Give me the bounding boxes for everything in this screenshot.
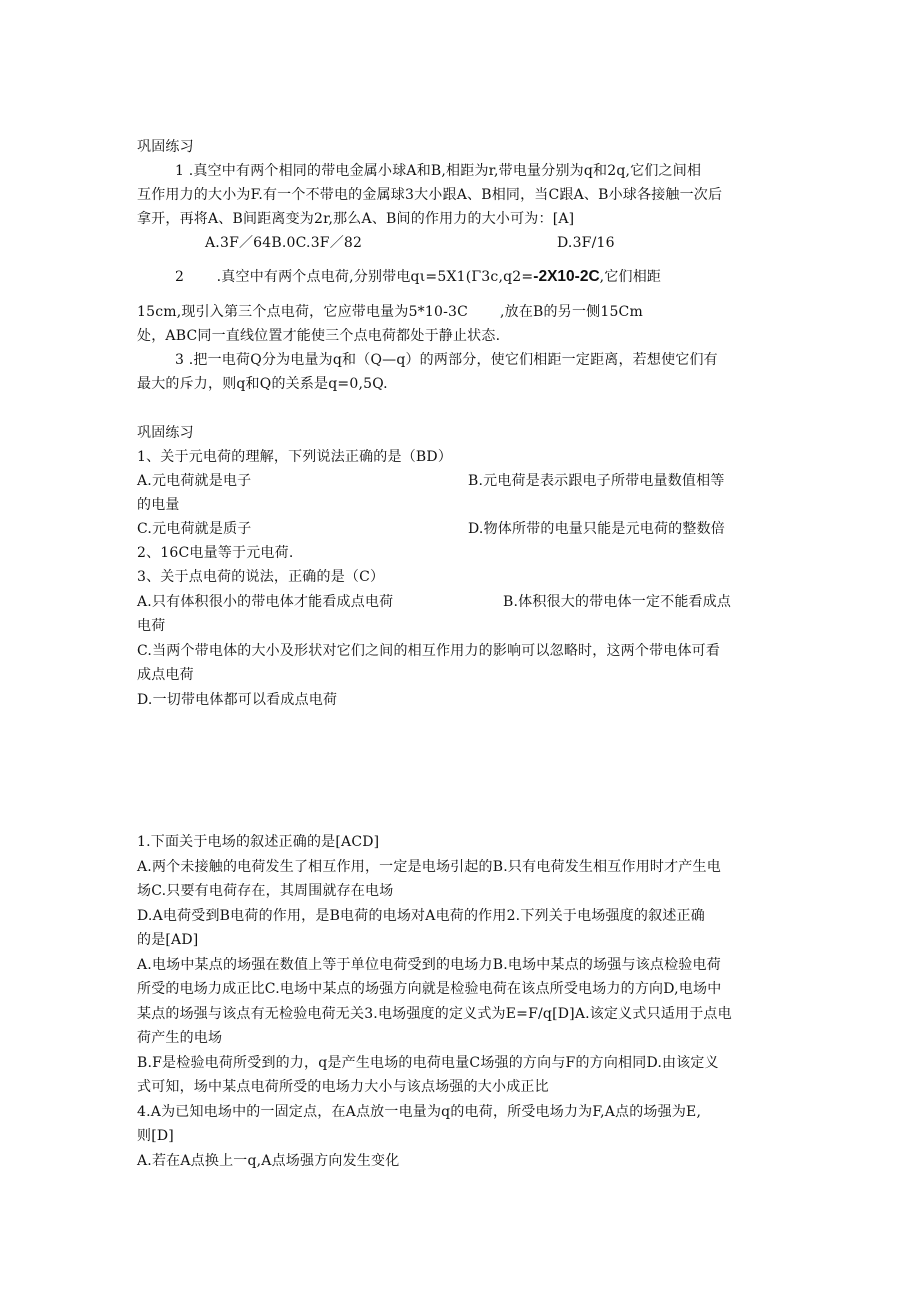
s2-q2-stem: 2、16C电量等于元电荷. [137, 545, 294, 561]
s2-q1-option-d: D.物体所带的电量只能是元电荷的整数倍 [468, 521, 725, 537]
s1-q2-line2-right: ,放在B的另一侧15Cm [500, 304, 643, 320]
section2-heading: 巩固练习 [137, 425, 194, 441]
s3-line-1: 1.下面关于电场的叙述正确的是[ACD] [137, 834, 380, 850]
s3-line-14: A.若在A点换上一q,A点场强方向发生变化 [137, 1153, 400, 1169]
s1-q3-line1: 3 .把一电荷Q分为电量为q和（Q—q）的两部分，使它们相距一定距离，若想使它们有 [175, 352, 718, 368]
s2-q1-option-b-line2: 的电量 [137, 497, 180, 513]
s2-q3-option-b-line2: 电荷 [137, 618, 166, 634]
s1-q1-line1: 1 .真空中有两个相同的带电金属小球A和B,相距为r,带电量分别为q和2q,它们之间相 [175, 163, 702, 179]
s1-q3-line2: 最大的斥力，则q和Q的关系是q=0,5Q. [137, 376, 388, 392]
s1-q1-options-abc: A.3F／64B.0C.3F／82 [205, 235, 363, 251]
s2-q3-option-d: D.一切带电体都可以看成点电荷 [137, 692, 338, 708]
s3-line-4: D.A电荷受到B电荷的作用，是B电荷的电场对A电荷的作用2.下列关于电场强度的叙述正确 [137, 908, 705, 924]
s1-q2-line1-suffix: ,它们相距 [599, 269, 662, 285]
s2-q1-option-a: A.元电荷就是电子 [137, 473, 252, 489]
s3-line-12: 4.A为已知电场中的一固定点，在A点放一电量为q的电荷，所受电场力为F,A点的场强为E, [137, 1104, 702, 1120]
s3-line-11: 式可知，场中某点电荷所受的电场力大小与该点场强的大小成正比 [137, 1079, 549, 1095]
s2-q3-stem: 3、关于点电荷的说法，正确的是（C） [137, 569, 385, 585]
s1-q2-line2-left: 15cm,现引入第三个点电荷，它应带电量为5*10-3C [137, 304, 469, 320]
s2-q1-option-b-line1: B.元电荷是表示跟电子所带电量数值相等 [468, 473, 725, 489]
s3-line-13: 则[D] [137, 1128, 174, 1144]
s1-q1-option-d: D.3F/16 [557, 235, 615, 251]
s2-q3-option-c-line1: C.当两个带电体的大小及形状对它们之间的相互作用力的影响可以忽略时，这两个带电体可看 [137, 643, 721, 659]
s1-q2-line1-prefix: 2 .真空中有两个点电荷,分别带电qι=5X1(Γ3c,q2= [175, 269, 534, 285]
section1-heading: 巩固练习 [137, 139, 194, 155]
s3-line-5: 的是[AD] [137, 932, 199, 948]
s1-q2-line3: 处，ABC同一直线位置才能使三个点电荷都处于静止状态. [137, 328, 501, 344]
s3-line-8: 某点的场强与该点有无检验电荷无关3.电场强度的定义式为E=F/q[D]A.该定义式只适用于点电 [137, 1006, 732, 1022]
s2-q3-option-c-line2: 成点电荷 [137, 667, 194, 683]
s2-q1-option-c: C.元电荷就是质子 [137, 521, 252, 537]
s1-q2-line1 [175, 267, 661, 287]
s3-line-7: 所受的电场力成正比C.电场中某点的场强方向就是检验电荷在该点所受电场力的方向D,电场中 [137, 981, 722, 997]
s1-q1-line2: 互作用力的大小为F.有一个不带电的金属球3大小跟A、B相同，当C跟A、B小球各接触一次后 [137, 187, 723, 203]
s2-q1-stem: 1、关于元电荷的理解，下列说法正确的是（BD） [137, 449, 453, 465]
s2-q3-option-a: A.只有体积很小的带电体才能看成点电荷 [137, 594, 394, 610]
s3-line-3: 场C.只要有电荷存在，其周围就存在电场 [137, 883, 394, 899]
s1-q2-line1-bold: -2X10-2C [533, 268, 600, 285]
s3-line-9: 荷产生的电场 [137, 1030, 223, 1046]
s3-line-10: B.F是检验电荷所受到的力，q是产生电场的电荷电量C场强的方向与F的方向相同D.由该定义 [137, 1055, 719, 1071]
s1-q1-line3: 拿开，再将A、B间距离变为2r,那么A、B间的作用力的大小可为：[A] [137, 211, 575, 227]
s2-q3-option-b-line1: B.体积很大的带电体一定不能看成点 [503, 594, 732, 610]
s3-line-2: A.两个未接触的电荷发生了相互作用，一定是电场引起的B.只有电荷发生相互作用时才产生电 [137, 859, 721, 875]
s3-line-6: A.电场中某点的场强在数值上等于单位电荷受到的电场力B.电场中某点的场强与该点检验电荷 [137, 957, 721, 973]
